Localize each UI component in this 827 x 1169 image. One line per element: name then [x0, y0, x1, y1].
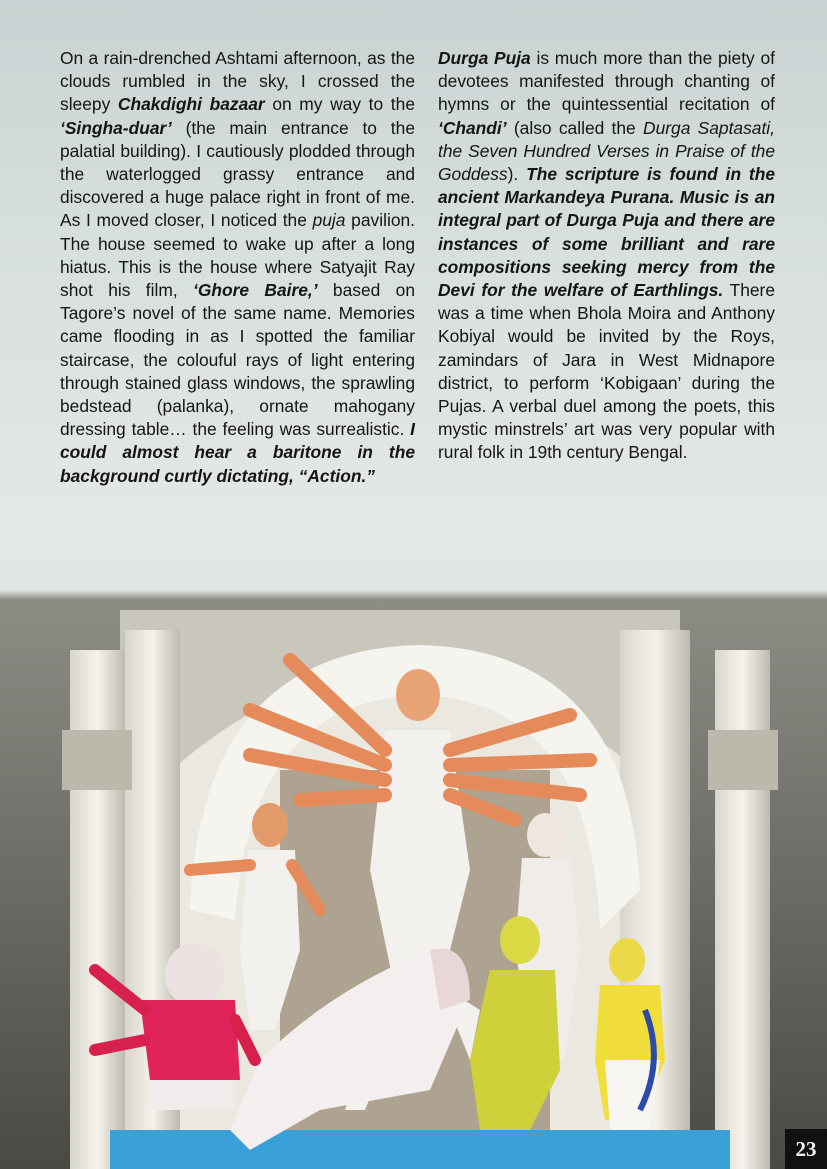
text-run: puja: [312, 210, 346, 231]
text-run: ‘Chandi’: [438, 117, 507, 138]
durga-idol-photo: [0, 590, 827, 1169]
text-run: (also called the: [506, 117, 644, 138]
text-run: is much more than the piety of devotees manifested through chanting of hymns or the quintessential recitation of: [438, 48, 775, 115]
text-run: on my way to the: [264, 94, 415, 115]
text-run: based on Tagore’s novel of the same name. Memories came flooding in as I spotted the familiar staircase, the colouful rays of light entering through stained glass windows, the sprawling bedstead (palanka), ornate mahogany dressing table… the feeling was surrealistic.: [60, 280, 415, 440]
page-number: 23: [785, 1129, 827, 1169]
text-run: On a rain-drenched Ashtami afternoon, as the clouds rumbled in the sky, I crossed the sleepy: [60, 48, 415, 115]
article-right-column: [438, 47, 775, 465]
text-run: ).: [507, 164, 527, 185]
text-run: I could almost hear a baritone in the background curtly dictating, “Action.”: [60, 419, 415, 486]
article-left-column: [60, 47, 415, 488]
text-run: ‘Ghore Baire,’: [193, 280, 318, 301]
text-run: pavilion. The house seemed to wake up after a long hiatus. This is the house where Satyajit Ray shot his film,: [60, 210, 415, 301]
text-run: (the main entrance to the palatial building). I cautiously plodded through the waterlogged grassy entrance and discovered a huge palace right in front of me. As I moved closer, I noticed the: [60, 117, 415, 231]
text-run: Durga Puja: [438, 48, 531, 68]
text-run: Chakdighi bazaar: [117, 94, 265, 115]
text-run: The scripture is found in the ancient Markandeya Purana. Music is an integral part of Durga Puja and there are instances of some brilliant and rare compositions seeking mercy from the Devi for the welfare of Earthlings.: [438, 164, 775, 301]
text-run: ‘Singha-duar’: [60, 117, 172, 138]
text-run: There was a time when Bhola Moira and Anthony Kobiyal would be invited by the Roys, zamindars of Jara in West Midnapore district, to perform ‘Kobigaan’ during the Pujas. A verbal duel among the poets, this mystic minstrels’ art was very popular with rural folk in 19th century Bengal.: [438, 280, 776, 463]
text-run: Durga Saptasati, the Seven Hundred Verses in Praise of the Goddess: [438, 117, 775, 185]
